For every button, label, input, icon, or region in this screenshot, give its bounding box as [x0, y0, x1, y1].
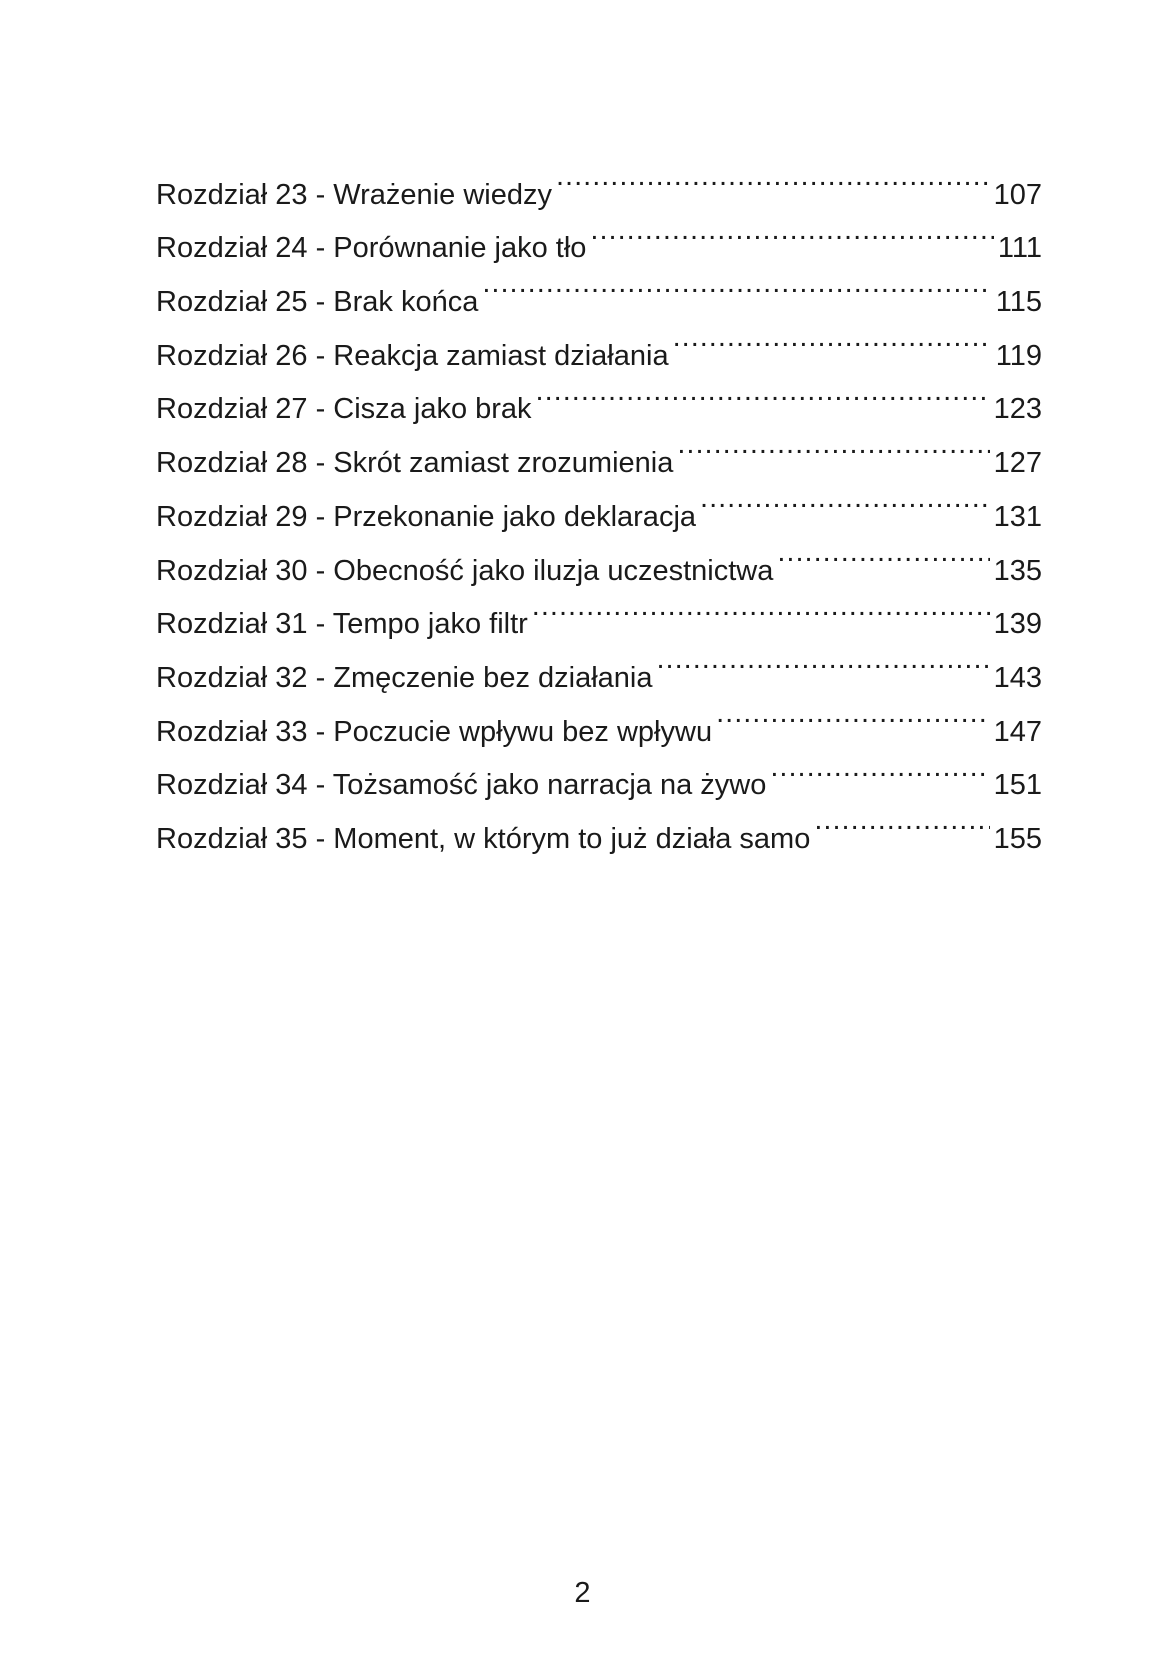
toc-dot-leader: [716, 687, 990, 741]
toc-entry[interactable]: [156, 150, 1042, 211]
toc-entry-title: Rozdział 25 - Brak końca: [156, 286, 479, 319]
toc-dot-leader: [814, 794, 989, 848]
toc-entry-title: Rozdział 30 - Obecność jako iluzja uczestnictwa: [156, 554, 774, 587]
toc-dot-leader: [532, 580, 990, 634]
toc-dot-leader: [677, 418, 989, 472]
toc-entry-page: 135: [993, 554, 1042, 587]
toc-entry-page: 139: [993, 608, 1042, 641]
toc-dot-leader: [590, 204, 994, 258]
toc-entry-page: 111: [997, 232, 1042, 265]
toc-entry-title: Rozdział 26 - Reakcja zamiast działania: [156, 339, 669, 372]
toc-entry-title: Rozdział 24 - Porównanie jako tło: [156, 232, 587, 265]
toc-dot-leader: [777, 526, 989, 580]
toc-entry-page: 119: [995, 339, 1042, 372]
toc-dot-leader: [700, 472, 990, 526]
toc-entry-page: 107: [993, 178, 1042, 211]
toc-entry-page: 151: [993, 769, 1042, 802]
toc-dot-leader: [770, 741, 989, 795]
toc-entry-title: Rozdział 27 - Cisza jako brak: [156, 393, 532, 426]
toc-entry-title: Rozdział 29 - Przekonanie jako deklaracja: [156, 500, 697, 533]
toc-entry-title: Rozdział 28 - Skrót zamiast zrozumienia: [156, 447, 674, 480]
toc-entry-page: 147: [993, 715, 1042, 748]
toc-entry-title: Rozdział 34 - Tożsamość jako narracja na żywo: [156, 769, 767, 802]
toc-dot-leader: [536, 365, 990, 419]
toc-entry-title: Rozdział 31 - Tempo jako filtr: [156, 608, 528, 641]
toc-dot-leader: [673, 311, 992, 365]
toc-entry-page: 123: [993, 393, 1042, 426]
table-of-contents: [156, 150, 1042, 855]
toc-entry-page: 127: [993, 447, 1042, 480]
page-number: 2: [574, 1577, 591, 1609]
toc-entry-page: 143: [993, 661, 1042, 694]
toc-entry-page: 155: [993, 822, 1042, 855]
toc-entry-title: Rozdział 33 - Poczucie wpływu bez wpływu: [156, 715, 713, 748]
toc-entry-title: Rozdział 23 - Wrażenie wiedzy: [156, 178, 552, 211]
toc-entry-page: 115: [995, 286, 1042, 319]
toc-dot-leader: [482, 257, 991, 311]
toc-entry-page: 131: [993, 500, 1042, 533]
toc-entry-title: Rozdział 32 - Zmęczenie bez działania: [156, 661, 653, 694]
toc-dot-leader: [656, 633, 989, 687]
toc-dot-leader: [556, 150, 990, 204]
toc-entry-title: Rozdział 35 - Moment, w którym to już działa samo: [156, 822, 811, 855]
